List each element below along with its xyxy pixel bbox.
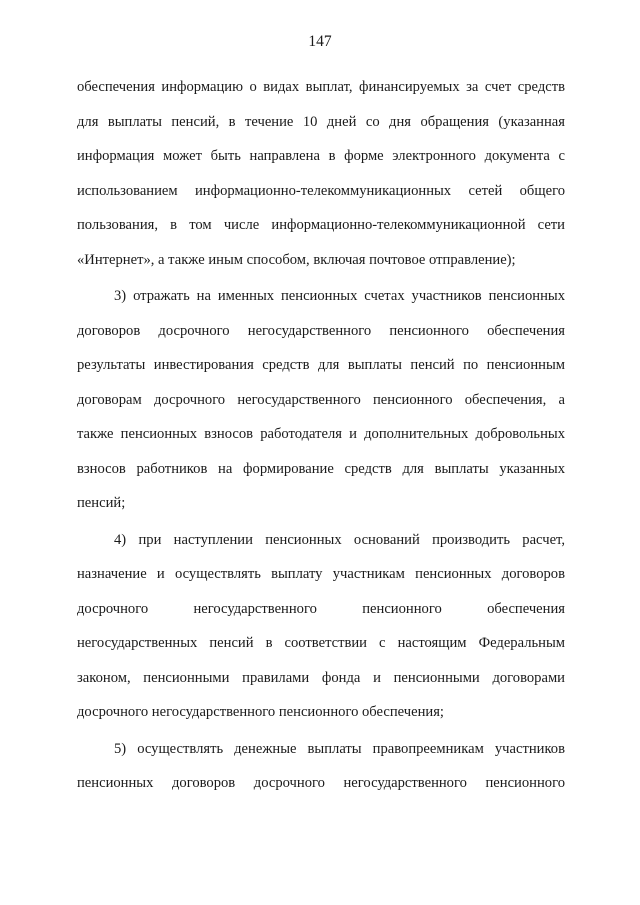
text-line: пользования, в том числе информационно-телекоммуникационной сети: [77, 217, 565, 233]
paragraph-continuation: [77, 70, 565, 277]
text-line: 5) осуществлять денежные выплаты правопреемникам участников: [114, 740, 565, 757]
text-line: информация может быть направлена в форме электронного документа с: [77, 148, 565, 164]
text-line: также пенсионных взносов работодателя и дополнительных добровольных: [77, 426, 565, 442]
text-line: пенсионных договоров досрочного негосударственного пенсионного: [77, 775, 565, 791]
text-line: 3) отражать на именных пенсионных счетах участников пенсионных: [114, 288, 565, 304]
page-number: 147: [308, 33, 332, 50]
text-line: договорам досрочного негосударственного пенсионного обеспечения, а: [77, 391, 565, 408]
paragraph-item-3: [77, 279, 565, 521]
text-line: досрочного негосударственного пенсионного обеспечения: [77, 600, 565, 617]
text-line: законом, пенсионными правилами фонда и пенсионными договорами: [77, 669, 565, 686]
text-line: взносов работников на формирование средств для выплаты указанных: [77, 460, 565, 477]
text-line: пенсий;: [77, 495, 126, 511]
paragraph-item-4: [77, 523, 565, 730]
paragraph-item-5: [77, 732, 565, 801]
text-line: назначение и осуществлять выплату участникам пенсионных договоров: [77, 566, 565, 582]
text-line: досрочного негосударственного пенсионного обеспечения;: [77, 704, 444, 720]
text-line: «Интернет», а также иным способом, включая почтовое отправление);: [77, 251, 516, 268]
text-line: использованием информационно-телекоммуникационных сетей общего: [77, 182, 565, 199]
text-line: обеспечения информацию о видах выплат, финансируемых за счет средств: [77, 79, 565, 95]
text-line: результаты инвестирования средств для выплаты пенсий по пенсионным: [77, 357, 565, 373]
text-line: 4) при наступлении пенсионных оснований производить расчет,: [114, 531, 565, 548]
text-line: договоров досрочного негосударственного пенсионного обеспечения: [77, 322, 565, 339]
text-line: негосударственных пенсий в соответствии с настоящим Федеральным: [77, 635, 565, 651]
text-line: для выплаты пенсий, в течение 10 дней со дня обращения (указанная: [77, 113, 565, 130]
document-body: [77, 70, 565, 801]
